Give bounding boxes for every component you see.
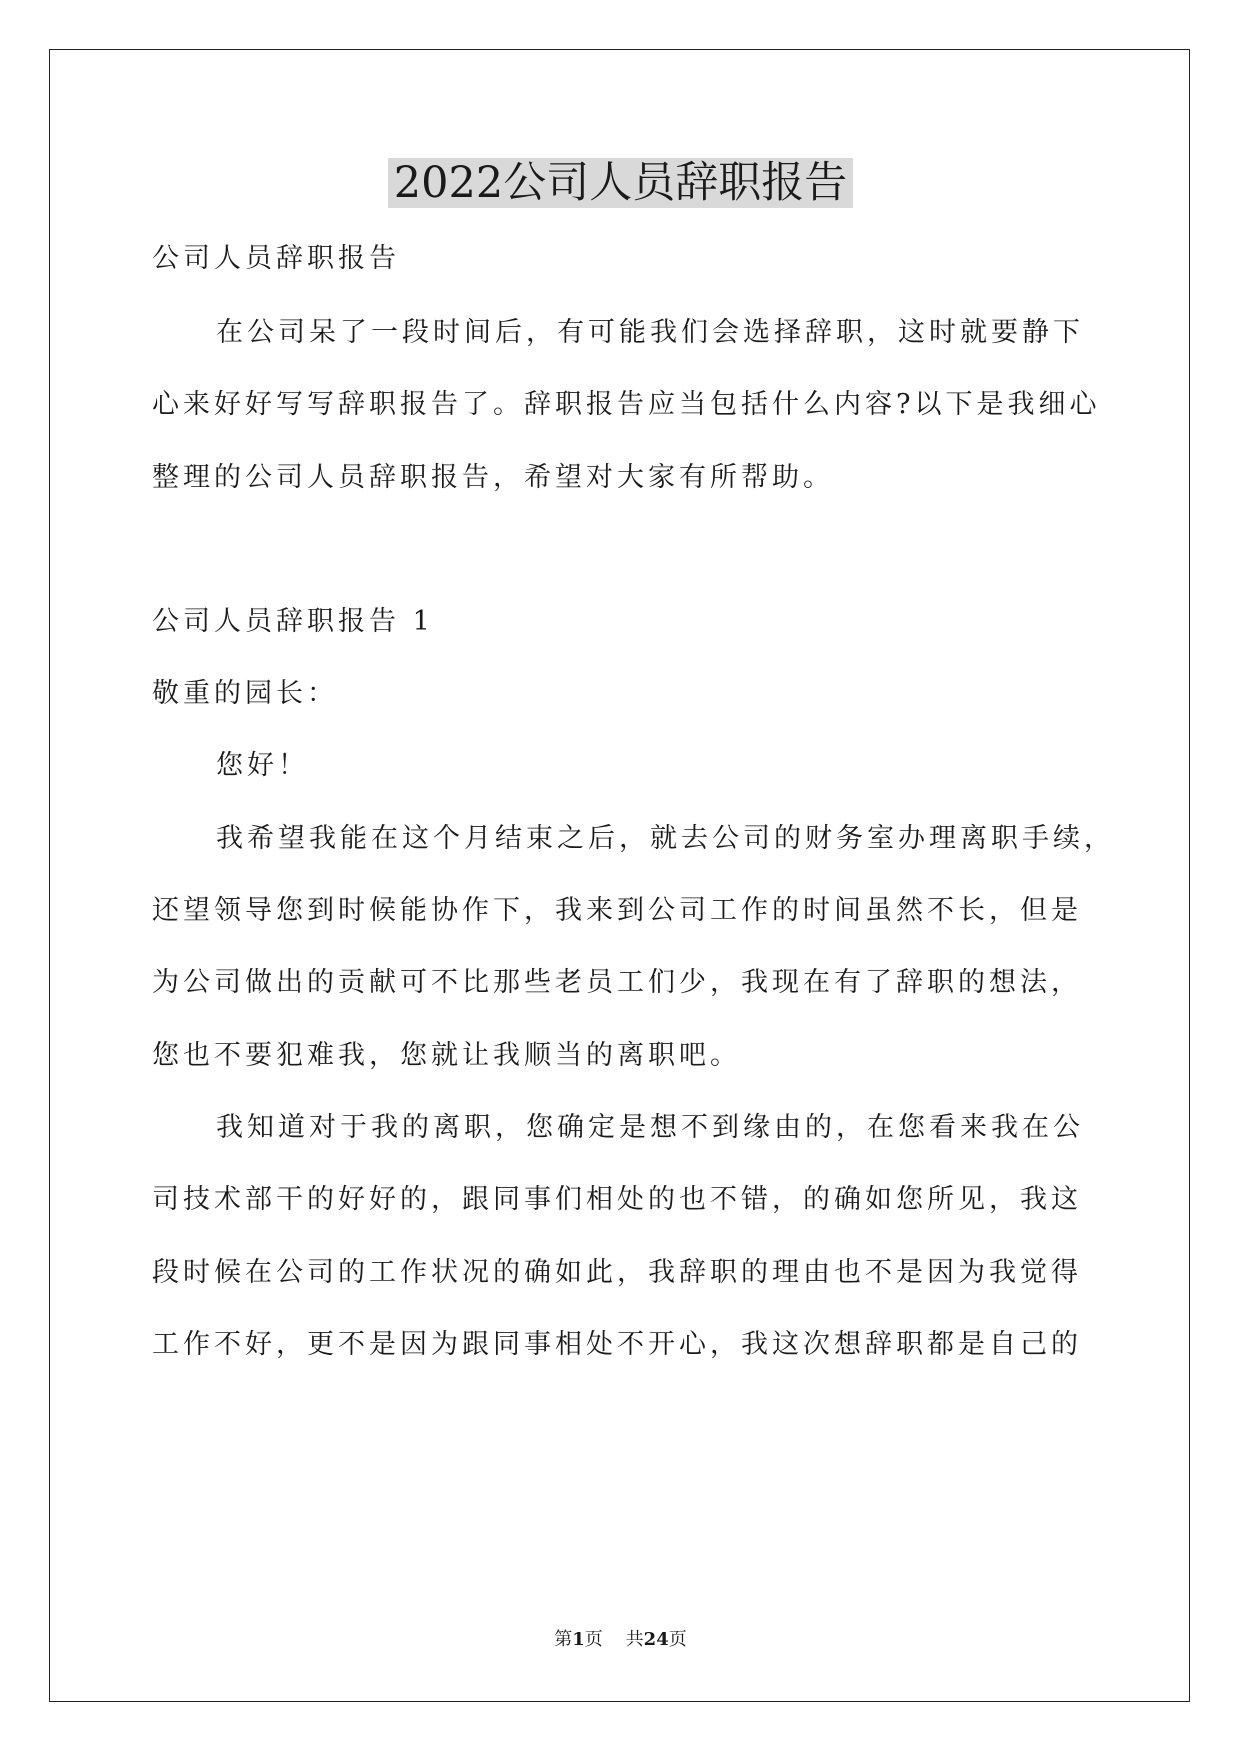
salutation: 敬重的园长：: [152, 678, 338, 709]
section-heading: 公司人员辞职报告 1: [152, 606, 434, 637]
intro-line-1: 在公司呆了一段时间后，有可能我们会选择辞职，这时就要静下: [216, 317, 1084, 348]
greeting: 您好！: [216, 750, 309, 781]
page-prefix: 第: [554, 1629, 573, 1650]
total-page-count: 24: [643, 1629, 669, 1650]
paragraph1-line-2: 还望领导您到时候能协作下，我来到公司工作的时间虽然不长，但是: [152, 895, 1082, 926]
document-subtitle: 公司人员辞职报告: [152, 243, 400, 274]
page-footer: [0, 1628, 1241, 1652]
paragraph1-line-4: 您也不要犯难我，您就让我顺当的离职吧。: [152, 1040, 741, 1071]
total-prefix: 共: [625, 1629, 644, 1650]
paragraph2-line-3: 段时候在公司的工作状况的确如此，我辞职的理由也不是因为我觉得: [152, 1257, 1082, 1288]
current-page-number: 1: [572, 1629, 585, 1650]
paragraph2-line-4: 工作不好，更不是因为跟同事相处不开心，我这次想辞职都是自己的: [152, 1329, 1082, 1360]
page-border: [49, 49, 1190, 1702]
paragraph2-line-1: 我知道对于我的离职，您确定是想不到缘由的，在您看来我在公: [216, 1112, 1084, 1143]
total-suffix: 页: [668, 1629, 687, 1650]
document-title: [0, 152, 1241, 214]
intro-line-2: 心来好好写写辞职报告了。辞职报告应当包括什么内容?以下是我细心: [152, 389, 1101, 420]
page-suffix: 页: [584, 1629, 603, 1650]
paragraph1-line-3: 为公司做出的贡献可不比那些老员工们少，我现在有了辞职的想法，: [152, 967, 1082, 998]
intro-line-3: 整理的公司人员辞职报告，希望对大家有所帮助。: [152, 462, 834, 493]
document-title-text: 2022公司人员辞职报告: [388, 158, 853, 208]
paragraph1-line-1: 我希望我能在这个月结束之后，就去公司的财务室办理离职手续，: [216, 823, 1115, 854]
paragraph2-line-2: 司技术部干的好好的，跟同事们相处的也不错，的确如您所见，我这: [152, 1184, 1082, 1215]
